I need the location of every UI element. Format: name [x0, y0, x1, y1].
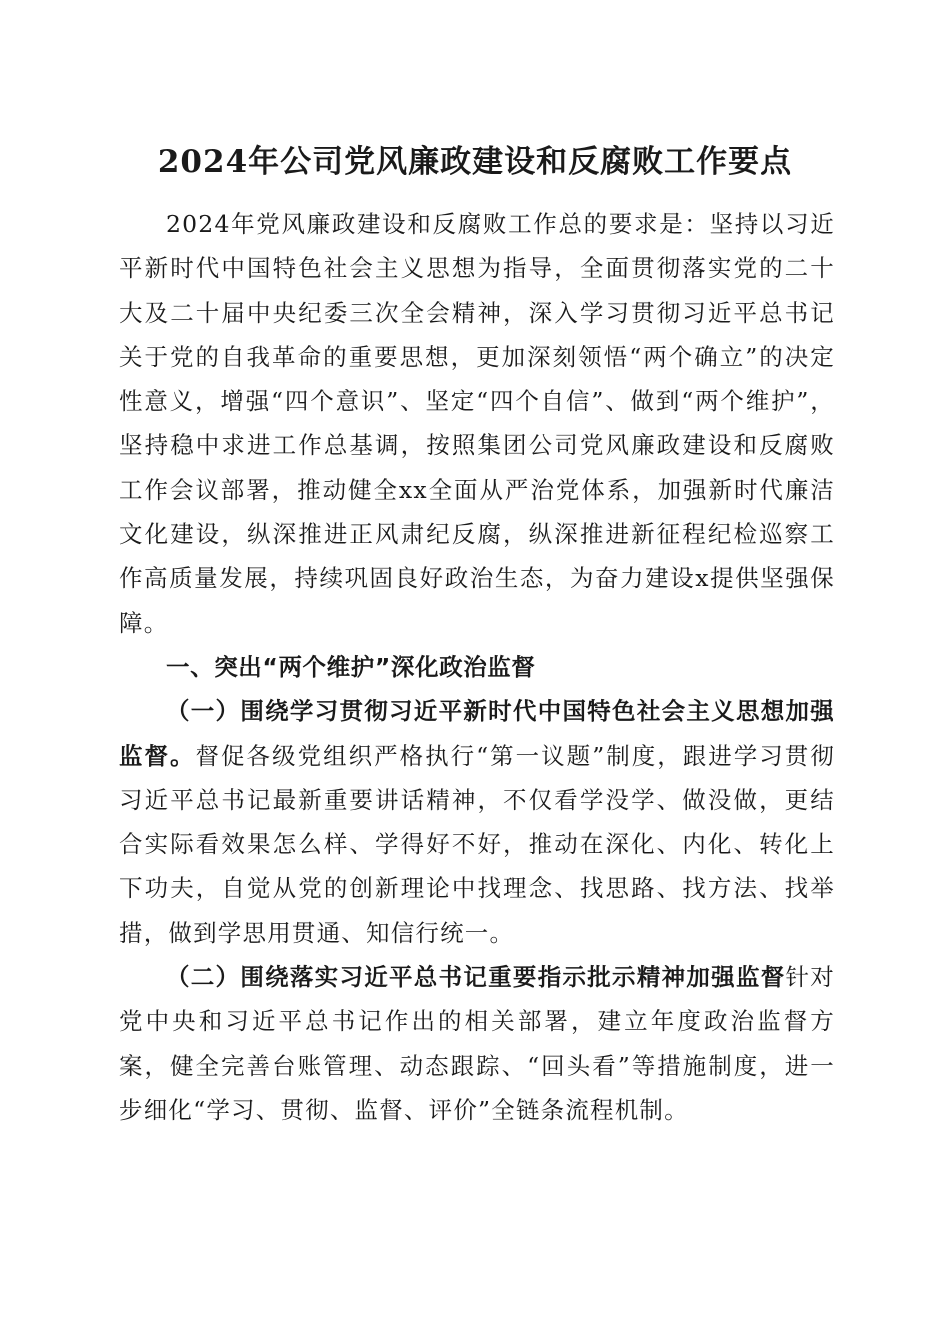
item-text: 针对党中央和习近平总书记作出的相关部署，建立年度政治监督方案，健全完善台账管理、动态跟踪、“回头看”等措施制度，进一步细化“学习、贯彻、监督、评价”全链条流程机制。	[119, 963, 835, 1124]
section-item-1	[119, 689, 835, 955]
document-body	[119, 202, 835, 1132]
section-heading: 一、突出“两个维护”深化政治监督	[166, 652, 536, 681]
item-title: （二）围绕落实习近平总书记重要指示批示精神加强监督	[166, 963, 786, 992]
item-title: （一）围绕学习贯彻习近平新时代中国特色社会主义思想加强监督。	[119, 697, 835, 770]
section-item-2	[119, 955, 835, 1132]
item-text: 督促各级党组织严格执行“第一议题”制度，跟进学习贯彻习近平总书记最新重要讲话精神，不仅看学没学、做没做，更结合实际看效果怎么样、学得好不好，推动在深化、内化、转化上下功夫，自觉从党的创新理论中找理念、找思路、找方法、找举措，做到学思用贯通、知信行统一。	[119, 741, 835, 947]
document-title: 2024年公司党风廉政建设和反腐败工作要点	[157, 144, 793, 180]
intro-paragraph: 2024年党风廉政建设和反腐败工作总的要求是：坚持以习近平新时代中国特色社会主义思想为指导，全面贯彻落实党的二十大及二十届中央纪委三次全会精神，深入学习贯彻习近平总书记关于党的自我革命的重要思想，更加深刻领悟“两个确立”的决定性意义，增强“四个意识”、坚定“四个自信”、做到“两个维护”，坚持稳中求进工作总基调，按照集团公司党风廉政建设和反腐败工作会议部署，推动健全xx全面从严治党体系，加强新时代廉洁文化建设，纵深推进正风肃纪反腐，纵深推进新征程纪检巡察工作高质量发展，持续巩固良好政治生态，为奋力建设x提供坚强保障。	[119, 210, 835, 637]
